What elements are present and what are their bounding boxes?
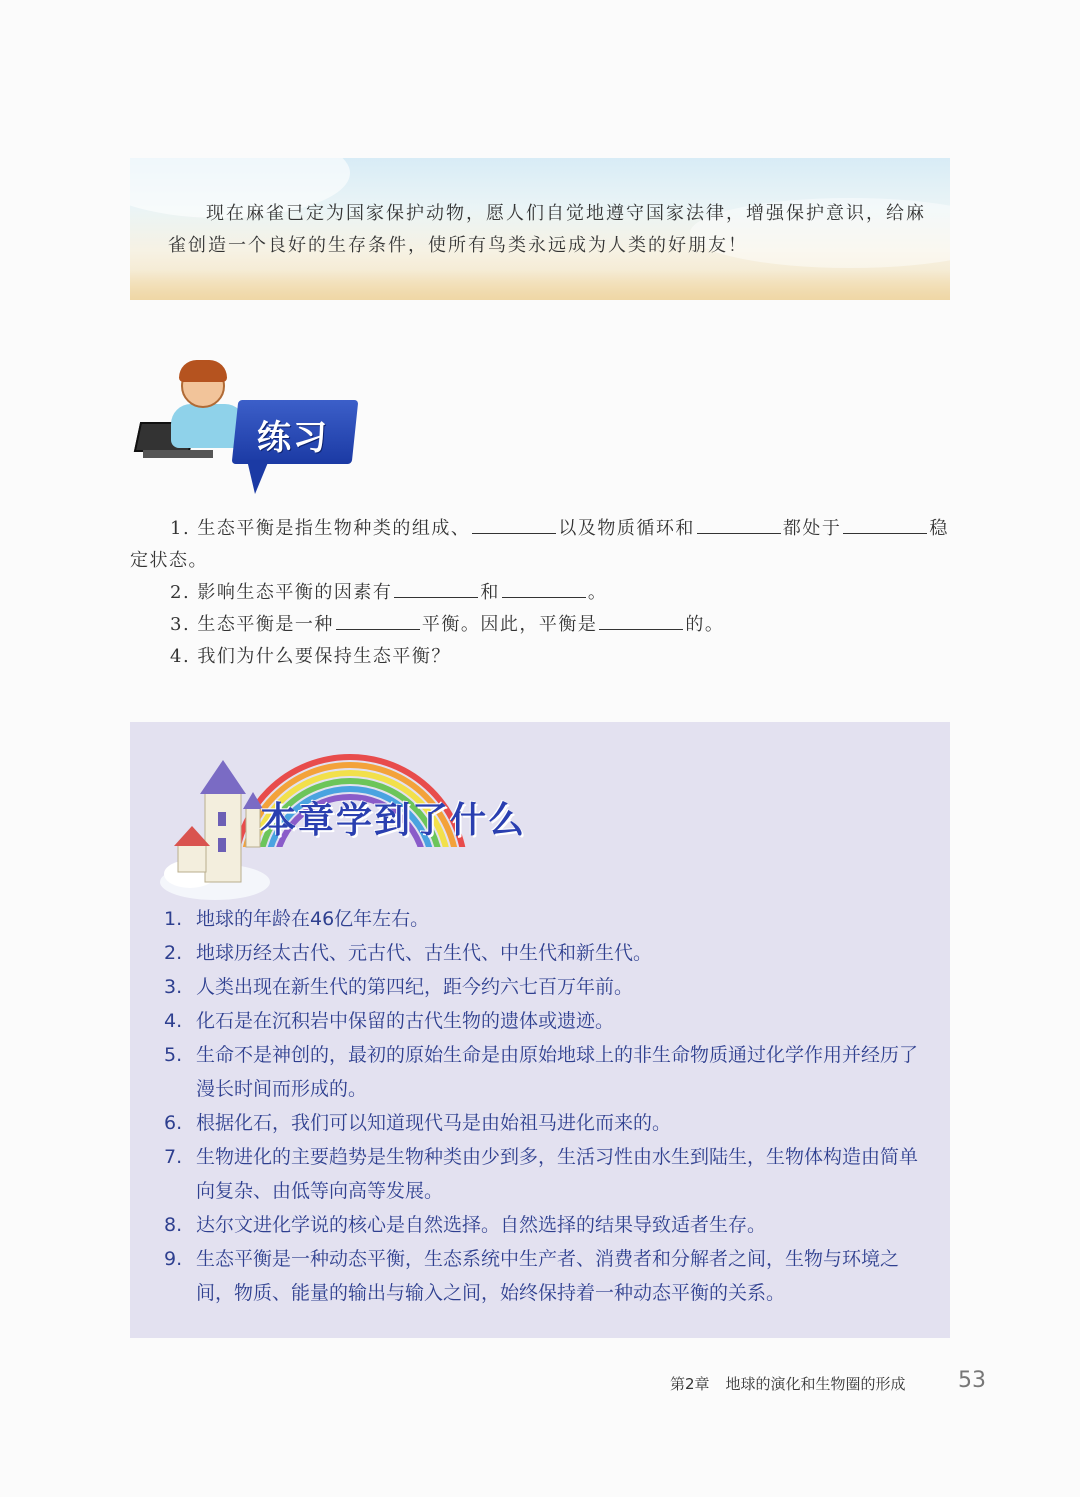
summary-item: 5. 生命不是神创的，最初的原始生命是由原始地球上的非生命物质通过化学作用并经历了漫长时间而形成的。 — [164, 1044, 919, 1100]
answer-blank[interactable] — [697, 516, 781, 534]
answer-blank[interactable] — [394, 580, 478, 598]
summary-item: 1. 地球的年龄在46亿年左右。 — [164, 908, 430, 930]
intro-banner — [130, 158, 950, 300]
intro-text: 现在麻雀已定为国家保护动物，愿人们自觉地遵守国家法律，增强保护意识，给麻雀创造一个良好的生存条件，使所有鸟类永远成为人类的好朋友！ — [168, 203, 926, 256]
footer-chapter — [670, 1373, 906, 1394]
answer-blank[interactable] — [336, 612, 420, 630]
speech-tail — [247, 460, 269, 494]
exercise-list — [130, 513, 960, 673]
summary-title: 本章学到了什么 — [260, 800, 527, 841]
exercise-header — [135, 360, 365, 495]
chapter-summary-box — [130, 722, 950, 1338]
boy-illustration-hair — [179, 360, 227, 382]
laptop-base — [143, 450, 213, 458]
summary-item: 8. 达尔文进化学说的核心是自然选择。自然选择的结果导致适者生存。 — [164, 1214, 767, 1236]
exercise-question-4: 4. 我们为什么要保持生态平衡？ — [170, 646, 451, 667]
summary-item: 3. 人类出现在新生代的第四纪，距今约六七百万年前。 — [164, 976, 634, 998]
summary-item: 6. 根据化石，我们可以知道现代马是由始祖马进化而来的。 — [164, 1112, 672, 1134]
answer-blank[interactable] — [472, 516, 556, 534]
summary-list — [160, 902, 930, 1310]
answer-blank[interactable] — [599, 612, 683, 630]
exercise-question-3: 3. 生态平衡是一种 平衡。因此，平衡是 的。 — [170, 614, 725, 635]
exercise-question-1: 1. 生态平衡是指生物种类的组成、 以及物质循环和 都处于 稳定状态。 — [130, 518, 949, 571]
sand-decoration — [130, 270, 950, 300]
summary-item: 7. 生物进化的主要趋势是生物种类由少到多，生活习性由水生到陆生，生物体构造由简单向复杂、由低等向高等发展。 — [164, 1146, 919, 1202]
page-number: 53 — [958, 1368, 986, 1393]
exercise-question-2: 2. 影响生态平衡的因素有 和 。 — [170, 582, 608, 603]
summary-item: 9. 生态平衡是一种动态平衡，生态系统中生产者、消费者和分解者之间，生物与环境之间，物质、能量的输出与输入之间，始终保持着一种动态平衡的关系。 — [164, 1248, 900, 1304]
answer-blank[interactable] — [843, 516, 927, 534]
answer-blank[interactable] — [502, 580, 586, 598]
exercise-title: 练习 — [257, 418, 329, 458]
summary-item: 2. 地球历经太古代、元古代、古生代、中生代和新生代。 — [164, 942, 653, 964]
summary-item: 4. 化石是在沉积岩中保留的古代生物的遗体或遗迹。 — [164, 1010, 615, 1032]
chapter-number: 第2章 — [670, 1375, 710, 1393]
chapter-title: 地球的演化和生物圈的形成 — [725, 1375, 906, 1393]
